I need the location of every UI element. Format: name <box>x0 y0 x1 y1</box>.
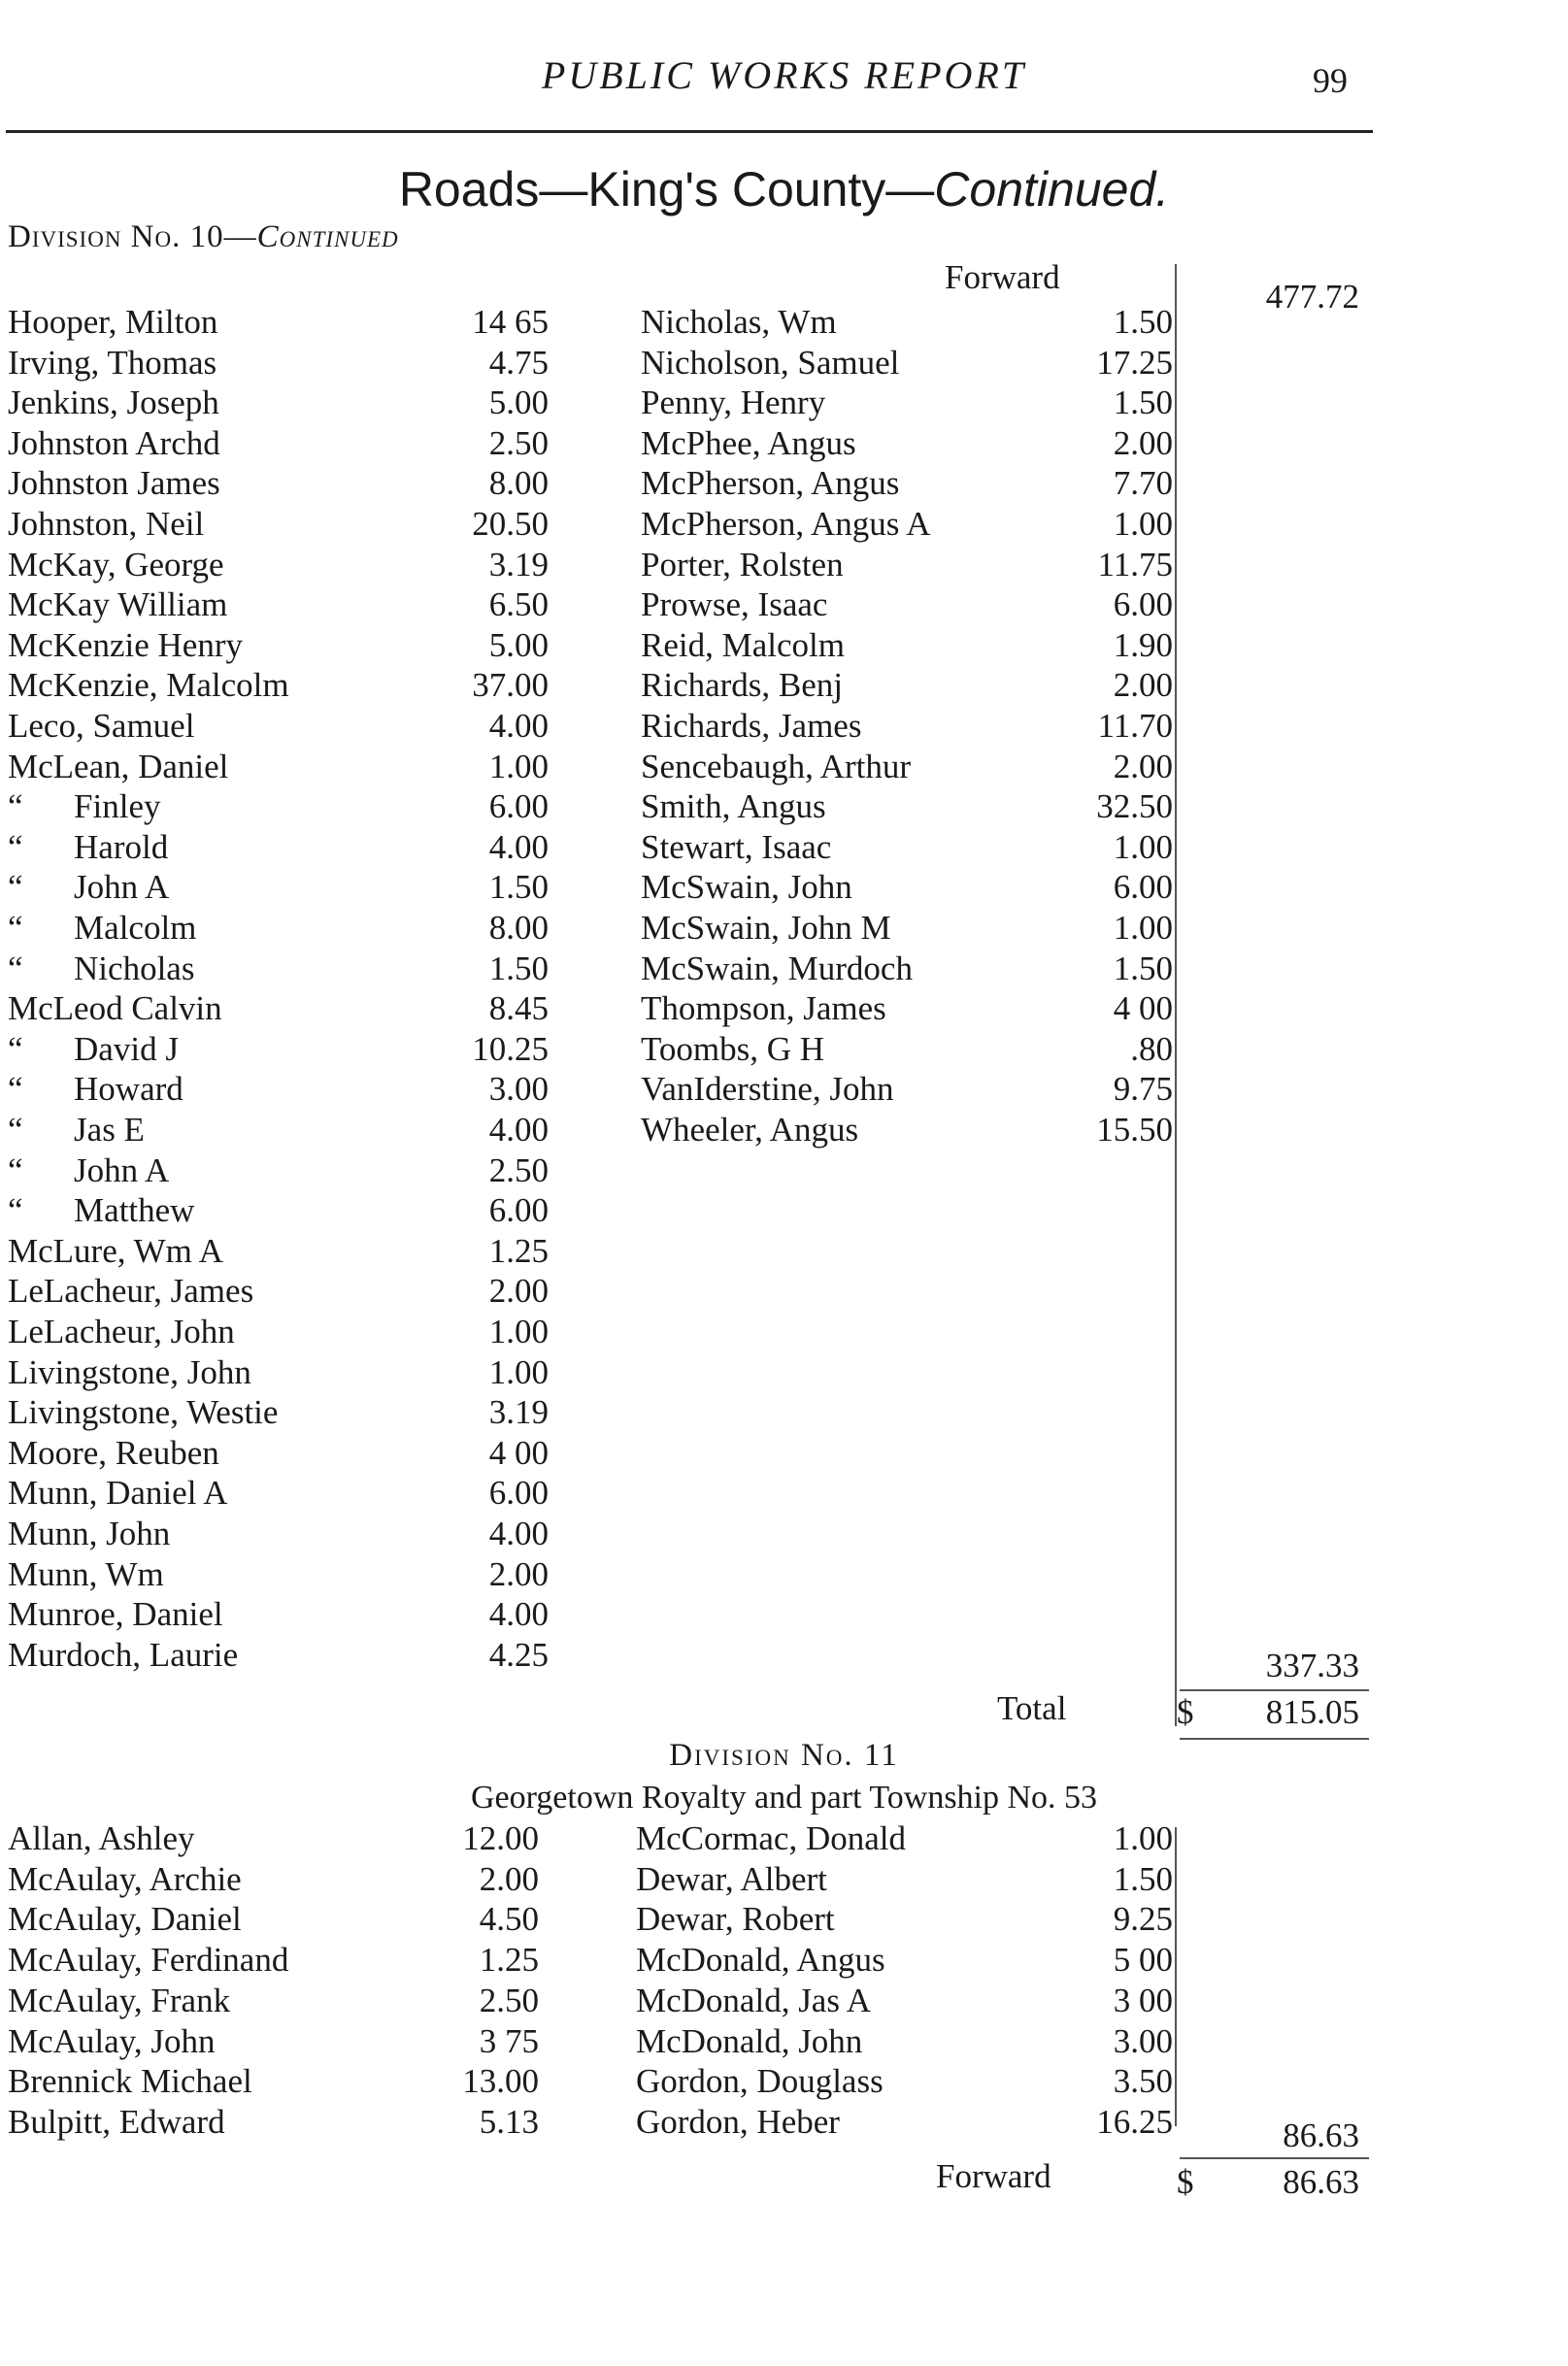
entry-amount: 2.00 <box>488 1272 549 1311</box>
entry-name: McKenzie, Malcolm <box>8 666 289 705</box>
entry-name: LeLacheur, John <box>8 1313 235 1350</box>
division-10-heading <box>8 219 399 255</box>
entry-amount: 2.50 <box>488 423 549 462</box>
entry-name: Munn, John <box>8 1515 171 1552</box>
entry-amount: 3.00 <box>1113 2021 1173 2060</box>
entry-name: McPhee, Angus <box>641 423 856 462</box>
entry-name: Smith, Angus <box>641 787 826 826</box>
entry-name: McLure, Wm A <box>8 1231 223 1270</box>
entry-amount: 4.00 <box>488 1595 549 1634</box>
entry-name: “ Harold <box>8 827 169 866</box>
entry-amount: 4 00 <box>1113 989 1173 1028</box>
entry-amount: 1.25 <box>488 1231 549 1270</box>
entry-name: Sencebaugh, Arthur <box>641 747 911 785</box>
entry-amount: .80 <box>1130 1029 1173 1068</box>
entry-name: Toombs, G H <box>641 1029 825 1068</box>
entry-amount: 3 00 <box>1113 1981 1173 2019</box>
entry-amount: 2.50 <box>488 1150 549 1189</box>
entry-name: Porter, Rolsten <box>641 545 844 583</box>
entry-amount: 2.00 <box>479 1859 539 1898</box>
entry-amount: 3.19 <box>488 545 549 583</box>
division-10-total-dollar: $ <box>1177 1693 1194 1731</box>
entry-name: Johnston Archd <box>8 423 220 462</box>
entry-amount: 3.50 <box>1113 2062 1173 2101</box>
entry-name: McPherson, Angus A <box>641 505 931 543</box>
entry-amount: 1.00 <box>488 747 549 785</box>
division-10-label: Division No. 10— <box>8 219 257 254</box>
division-11-column-rule <box>1175 1827 1177 2126</box>
entry-name: Thompson, James <box>641 989 886 1028</box>
entry-amount: 2.00 <box>488 1554 549 1593</box>
division-10-subtotal: 337.33 <box>1265 1647 1359 1684</box>
entry-name: McDonald, Angus <box>636 1941 885 1980</box>
entry-name: Gordon, Heber <box>636 2102 840 2141</box>
entry-name: Richards, Benj <box>641 666 844 705</box>
entry-amount: 1.00 <box>488 1352 549 1391</box>
entry-amount: 6.00 <box>488 1474 549 1513</box>
entry-amount: 37.00 <box>472 666 549 705</box>
entry-amount: 11.75 <box>1097 545 1173 583</box>
entry-amount: 12.00 <box>462 1819 539 1857</box>
entry-amount: 2.50 <box>479 1981 539 2019</box>
entry-name: McLeod Calvin <box>8 989 222 1028</box>
forward-rule <box>1180 2157 1369 2159</box>
entry-amount: 8.00 <box>488 464 549 503</box>
entry-amount: 5 00 <box>1113 1941 1173 1980</box>
entry-amount: 5.13 <box>479 2102 539 2141</box>
title-main: Roads—King's County— <box>398 162 935 217</box>
entry-name: McSwain, Murdoch <box>641 949 913 987</box>
entry-amount: 8.45 <box>488 989 549 1028</box>
entry-amount: 6.50 <box>488 585 549 624</box>
entry-name: Livingstone, John <box>8 1352 251 1391</box>
entry-amount: 13.00 <box>462 2062 539 2101</box>
entry-amount: 15.50 <box>1096 1111 1173 1149</box>
entry-amount: 1.00 <box>1113 505 1173 543</box>
entry-name: Irving, Thomas <box>8 343 217 382</box>
division-10-column-rule <box>1175 264 1177 1726</box>
entry-name: Hooper, Milton <box>8 303 218 341</box>
entry-name: McAulay, Daniel <box>8 1900 242 1939</box>
entry-name: McKay William <box>8 585 228 624</box>
entry-amount: 1.50 <box>1113 383 1173 422</box>
entry-name: “ Finley <box>8 787 161 826</box>
entry-name: VanIderstine, John <box>641 1070 894 1109</box>
entry-amount: 3.00 <box>488 1070 549 1109</box>
entry-amount: 1.00 <box>1113 827 1173 866</box>
entry-amount: 17.25 <box>1096 343 1173 382</box>
entry-amount: 32.50 <box>1096 787 1173 826</box>
entry-name: Wheeler, Angus <box>641 1111 859 1149</box>
entry-name: Prowse, Isaac <box>641 585 828 624</box>
entry-amount: 4.00 <box>488 1111 549 1149</box>
division-11-subtitle: Georgetown Royalty and part Township No. 53 <box>470 1780 1098 1816</box>
entry-amount: 1.50 <box>1113 949 1173 987</box>
entry-amount: 6.00 <box>488 1191 549 1230</box>
entry-amount: 4.00 <box>488 707 549 745</box>
entry-name: Johnston James <box>8 464 220 503</box>
entry-amount: 6.00 <box>1113 868 1173 907</box>
entry-amount: 4 00 <box>488 1433 549 1472</box>
entry-name: Munroe, Daniel <box>8 1595 223 1634</box>
division-11-heading: Division No. 11 <box>669 1738 899 1773</box>
entry-name: McAulay, Archie <box>8 1859 242 1898</box>
entry-name: “ Malcolm <box>8 909 197 947</box>
entry-name: McLean, Daniel <box>8 747 229 785</box>
entry-amount: 2.00 <box>1113 423 1173 462</box>
entry-name: “ David J <box>8 1029 179 1068</box>
entry-amount: 7.70 <box>1113 464 1173 503</box>
page-number: 99 <box>1313 61 1348 100</box>
entry-name: Livingstone, Westie <box>8 1393 279 1432</box>
entry-name: Allan, Ashley <box>8 1819 195 1857</box>
entry-name: Nicholson, Samuel <box>641 343 900 382</box>
entry-name: Leco, Samuel <box>8 707 195 745</box>
entry-name: McDonald, Jas A <box>636 1981 872 2019</box>
title-italic: Continued. <box>934 162 1170 217</box>
division-10-total: 815.05 <box>1265 1693 1359 1731</box>
entry-amount: 6.00 <box>1113 585 1173 624</box>
entry-amount: 1.50 <box>1113 1859 1173 1898</box>
entry-name: Brennick Michael <box>8 2062 252 2101</box>
entry-name: Nicholas, Wm <box>641 303 837 341</box>
entry-amount: 1.00 <box>488 1313 549 1350</box>
entry-amount: 16.25 <box>1096 2102 1173 2141</box>
entry-name: McAulay, Ferdinand <box>8 1941 289 1980</box>
entry-name: “ John A <box>8 1150 170 1189</box>
entry-name: McPherson, Angus <box>641 464 900 503</box>
entry-name: Munn, Daniel A <box>8 1474 228 1513</box>
entry-amount: 10.25 <box>472 1029 549 1068</box>
entry-name: McSwain, John <box>641 868 852 907</box>
entry-name: Johnston, Neil <box>8 505 205 543</box>
subtotal-rule <box>1180 1689 1369 1691</box>
entry-name: McAulay, John <box>8 2021 216 2060</box>
entry-amount: 6.00 <box>488 787 549 826</box>
entry-amount: 8.00 <box>488 909 549 947</box>
entry-name: LeLacheur, James <box>8 1272 254 1311</box>
entry-amount: 4.75 <box>488 343 549 382</box>
entry-name: McDonald, John <box>636 2021 863 2060</box>
entry-amount: 5.00 <box>488 625 549 664</box>
entry-name: McSwain, John M <box>641 909 891 947</box>
division-11-forward-amount: 86.63 <box>1283 2163 1359 2201</box>
division-10-continued: Continued <box>256 219 399 254</box>
entry-name: McKay, George <box>8 545 224 583</box>
division-11-forward-dollar: $ <box>1177 2163 1194 2201</box>
running-head: PUBLIC WORKS REPORT <box>541 53 1027 97</box>
entry-amount: 14 65 <box>472 303 549 341</box>
entry-amount: 1.00 <box>1113 1819 1173 1857</box>
entry-amount: 1.50 <box>488 868 549 907</box>
entry-amount: 4.00 <box>488 1515 549 1552</box>
entry-amount: 3 75 <box>479 2021 539 2060</box>
entry-amount: 5.00 <box>488 383 549 422</box>
entry-name: Jenkins, Joseph <box>8 383 219 422</box>
entry-name: Munn, Wm <box>8 1554 164 1593</box>
page-title <box>0 161 1568 217</box>
entry-amount: 4.25 <box>488 1635 549 1674</box>
header-rule <box>6 130 1373 133</box>
division-10-forward-amount: 477.72 <box>1265 278 1359 316</box>
entry-amount: 4.50 <box>479 1900 539 1939</box>
entry-name: “ Howard <box>8 1070 183 1109</box>
division-10-forward-label: Forward <box>945 258 1060 296</box>
entry-amount: 3.19 <box>488 1393 549 1432</box>
entry-amount: 9.25 <box>1113 1900 1173 1939</box>
entry-name: “ Jas E <box>8 1111 145 1149</box>
division-10-total-label: Total <box>997 1689 1067 1727</box>
entry-name: Dewar, Robert <box>636 1900 835 1939</box>
entry-name: Moore, Reuben <box>8 1433 219 1472</box>
entry-name: McKenzie Henry <box>8 625 243 664</box>
entry-amount: 1.00 <box>1113 909 1173 947</box>
entry-name: Reid, Malcolm <box>641 625 845 664</box>
entry-amount: 2.00 <box>1113 747 1173 785</box>
entry-amount: 1.50 <box>1113 303 1173 341</box>
entry-amount: 2.00 <box>1113 666 1173 705</box>
division-11-forward-label: Forward <box>936 2157 1051 2195</box>
division-11-subtotal: 86.63 <box>1283 2116 1359 2154</box>
entry-amount: 20.50 <box>472 505 549 543</box>
entry-name: “ Matthew <box>8 1191 195 1230</box>
entry-name: Stewart, Isaac <box>641 827 832 866</box>
entry-name: Bulpitt, Edward <box>8 2102 225 2141</box>
entry-name: Penny, Henry <box>641 383 826 422</box>
entry-name: McAulay, Frank <box>8 1981 231 2019</box>
entry-amount: 1.25 <box>479 1941 539 1980</box>
entry-amount: 1.50 <box>488 949 549 987</box>
entry-name: Richards, James <box>641 707 862 745</box>
entry-name: McCormac, Donald <box>636 1819 906 1857</box>
entry-amount: 11.70 <box>1097 707 1173 745</box>
entry-amount: 4.00 <box>488 827 549 866</box>
entry-name: Dewar, Albert <box>636 1859 827 1898</box>
entry-amount: 9.75 <box>1113 1070 1173 1109</box>
entry-name: Murdoch, Laurie <box>8 1635 239 1674</box>
entry-name: Gordon, Douglass <box>636 2062 884 2101</box>
entry-amount: 1.90 <box>1113 625 1173 664</box>
entry-name: “ Nicholas <box>8 949 195 987</box>
entry-name: “ John A <box>8 868 170 907</box>
